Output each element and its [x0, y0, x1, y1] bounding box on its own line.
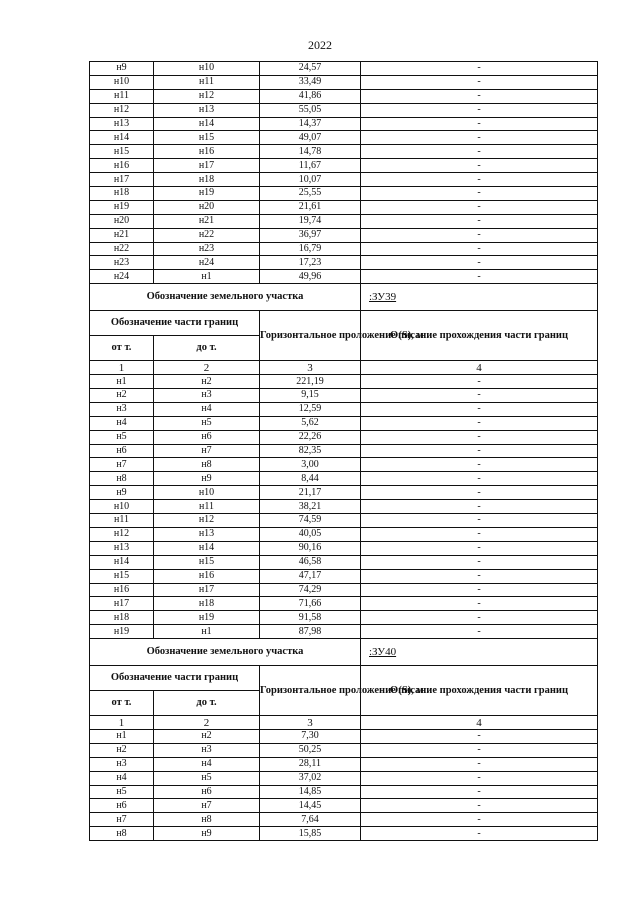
- boundary-description: -: [361, 75, 598, 89]
- boundary-description: -: [361, 541, 598, 555]
- plot-title-row: [90, 639, 598, 666]
- horizontal-length: 47,17: [260, 569, 361, 583]
- horizontal-length: 40,05: [260, 527, 361, 541]
- table-row: [90, 813, 598, 827]
- point-to: н12: [154, 514, 260, 528]
- table-row: [90, 389, 598, 403]
- horizontal-length: 12,59: [260, 402, 361, 416]
- boundary-description: -: [361, 214, 598, 228]
- horizontal-length: 74,59: [260, 514, 361, 528]
- horizontal-length: 37,02: [260, 771, 361, 785]
- boundary-description: -: [361, 458, 598, 472]
- plot-code-text: :ЗУ40: [369, 646, 397, 659]
- boundary-description: -: [361, 500, 598, 514]
- point-to: н19: [154, 611, 260, 625]
- horizontal-length: 7,64: [260, 813, 361, 827]
- point-to: н18: [154, 173, 260, 187]
- point-from: н8: [90, 827, 154, 841]
- table-row: [90, 611, 598, 625]
- table-row: [90, 416, 598, 430]
- table-row: [90, 75, 598, 89]
- point-to: н13: [154, 527, 260, 541]
- point-to: н4: [154, 757, 260, 771]
- point-from: н1: [90, 729, 154, 743]
- point-from: н6: [90, 444, 154, 458]
- point-to: н10: [154, 486, 260, 500]
- plot-code: [361, 639, 598, 666]
- point-from: н24: [90, 270, 154, 284]
- point-from: н19: [90, 625, 154, 639]
- point-from: н10: [90, 75, 154, 89]
- column-number: 3: [260, 361, 361, 375]
- horizontal-length: 41,86: [260, 89, 361, 103]
- table-row: [90, 402, 598, 416]
- table-row: [90, 569, 598, 583]
- horizontal-length: 87,98: [260, 625, 361, 639]
- horizontal-length: 16,79: [260, 242, 361, 256]
- horizontal-length: 21,17: [260, 486, 361, 500]
- point-from: н18: [90, 187, 154, 201]
- horizontal-length: 19,74: [260, 214, 361, 228]
- boundary-description: -: [361, 827, 598, 841]
- column-number: 2: [154, 361, 260, 375]
- horizontal-length: 14,85: [260, 785, 361, 799]
- point-from: н18: [90, 611, 154, 625]
- to-header: до т.: [154, 336, 260, 361]
- column-number: 3: [260, 716, 361, 730]
- plot-code-text: :ЗУ39: [369, 291, 397, 304]
- table-row: [90, 89, 598, 103]
- boundary-description: -: [361, 813, 598, 827]
- point-to: н14: [154, 117, 260, 131]
- table-row: [90, 270, 598, 284]
- point-to: н3: [154, 389, 260, 403]
- point-from: н23: [90, 256, 154, 270]
- header-row: [90, 666, 598, 691]
- point-from: н19: [90, 200, 154, 214]
- point-to: н16: [154, 145, 260, 159]
- point-to: н2: [154, 375, 260, 389]
- boundary-description: -: [361, 416, 598, 430]
- point-from: н13: [90, 117, 154, 131]
- point-to: н15: [154, 131, 260, 145]
- horizontal-length: 7,30: [260, 729, 361, 743]
- point-from: н7: [90, 813, 154, 827]
- table-row: [90, 625, 598, 639]
- point-from: н5: [90, 430, 154, 444]
- table-row: [90, 743, 598, 757]
- point-to: н16: [154, 569, 260, 583]
- horizontal-length: 22,26: [260, 430, 361, 444]
- boundary-description: -: [361, 159, 598, 173]
- horizontal-length: 82,35: [260, 444, 361, 458]
- point-to: н8: [154, 458, 260, 472]
- boundary-description: -: [361, 611, 598, 625]
- horizontal-length: 36,97: [260, 228, 361, 242]
- point-from: н3: [90, 402, 154, 416]
- horizontal-length: 49,96: [260, 270, 361, 284]
- table-row: [90, 785, 598, 799]
- point-to: н21: [154, 214, 260, 228]
- horizontal-length: 14,45: [260, 799, 361, 813]
- point-to: н18: [154, 597, 260, 611]
- point-from: н21: [90, 228, 154, 242]
- description-header: Описание прохождения части границ: [361, 666, 598, 716]
- point-from: н17: [90, 597, 154, 611]
- table-row: [90, 187, 598, 201]
- point-to: н11: [154, 500, 260, 514]
- table-row: [90, 430, 598, 444]
- point-to: н1: [154, 625, 260, 639]
- horizontal-length: 28,11: [260, 757, 361, 771]
- point-to: н17: [154, 583, 260, 597]
- horizontal-length: 24,57: [260, 62, 361, 76]
- table-row: [90, 242, 598, 256]
- point-from: н8: [90, 472, 154, 486]
- point-to: н6: [154, 430, 260, 444]
- horizontal-length: 10,07: [260, 173, 361, 187]
- to-header: до т.: [154, 691, 260, 716]
- table-row: [90, 200, 598, 214]
- point-from: н9: [90, 62, 154, 76]
- point-to: н9: [154, 827, 260, 841]
- boundary-description: -: [361, 103, 598, 117]
- table-row: [90, 500, 598, 514]
- horizontal-length: 9,15: [260, 389, 361, 403]
- part-label-header: Обозначение части границ: [90, 311, 260, 336]
- horizontal-length: 21,61: [260, 200, 361, 214]
- horizontal-length: 33,49: [260, 75, 361, 89]
- point-to: н7: [154, 799, 260, 813]
- table-row: [90, 131, 598, 145]
- plot-code: [361, 284, 598, 311]
- point-from: н14: [90, 555, 154, 569]
- boundary-description: -: [361, 256, 598, 270]
- boundary-description: -: [361, 145, 598, 159]
- point-from: н4: [90, 771, 154, 785]
- horizontal-length: 74,29: [260, 583, 361, 597]
- point-from: н15: [90, 569, 154, 583]
- boundary-description: -: [361, 472, 598, 486]
- boundary-description: -: [361, 597, 598, 611]
- boundary-description: -: [361, 583, 598, 597]
- boundary-description: -: [361, 527, 598, 541]
- boundary-description: -: [361, 402, 598, 416]
- boundary-description: -: [361, 200, 598, 214]
- column-number: 2: [154, 716, 260, 730]
- from-header: от т.: [90, 336, 154, 361]
- boundary-description: -: [361, 62, 598, 76]
- point-from: н7: [90, 458, 154, 472]
- table-row: [90, 228, 598, 242]
- table-row: [90, 514, 598, 528]
- point-to: н23: [154, 242, 260, 256]
- horizontal-length: 91,58: [260, 611, 361, 625]
- table-row: [90, 527, 598, 541]
- table-row: [90, 771, 598, 785]
- boundary-description: -: [361, 444, 598, 458]
- table-row: [90, 555, 598, 569]
- horizontal-length: 5,62: [260, 416, 361, 430]
- point-from: н10: [90, 500, 154, 514]
- point-to: н12: [154, 89, 260, 103]
- boundary-description: -: [361, 187, 598, 201]
- point-to: н11: [154, 75, 260, 89]
- point-from: н9: [90, 486, 154, 500]
- boundary-description: -: [361, 242, 598, 256]
- point-to: н5: [154, 771, 260, 785]
- horizontal-length: 15,85: [260, 827, 361, 841]
- boundary-description: -: [361, 785, 598, 799]
- horizontal-length: 8,44: [260, 472, 361, 486]
- boundary-description: -: [361, 117, 598, 131]
- boundary-description: -: [361, 131, 598, 145]
- table-row: [90, 827, 598, 841]
- point-from: н20: [90, 214, 154, 228]
- point-to: н6: [154, 785, 260, 799]
- table-row: [90, 583, 598, 597]
- point-to: н20: [154, 200, 260, 214]
- point-to: н5: [154, 416, 260, 430]
- point-from: н17: [90, 173, 154, 187]
- boundary-description: -: [361, 375, 598, 389]
- point-to: н4: [154, 402, 260, 416]
- plot-title: Обозначение земельного участка: [90, 639, 361, 666]
- boundary-description: -: [361, 569, 598, 583]
- boundary-description: -: [361, 743, 598, 757]
- table-row: [90, 117, 598, 131]
- point-to: н14: [154, 541, 260, 555]
- point-from: н15: [90, 145, 154, 159]
- point-from: н16: [90, 583, 154, 597]
- point-to: н19: [154, 187, 260, 201]
- table-row: [90, 799, 598, 813]
- boundary-description: -: [361, 270, 598, 284]
- table-row: [90, 458, 598, 472]
- point-from: н11: [90, 514, 154, 528]
- table-row: [90, 375, 598, 389]
- boundary-description: -: [361, 389, 598, 403]
- boundary-description: -: [361, 89, 598, 103]
- point-from: н3: [90, 757, 154, 771]
- boundary-description: -: [361, 625, 598, 639]
- horizontal-length: 3,00: [260, 458, 361, 472]
- point-from: н2: [90, 743, 154, 757]
- point-from: н11: [90, 89, 154, 103]
- boundary-description: -: [361, 555, 598, 569]
- boundary-description: -: [361, 486, 598, 500]
- column-number-row: [90, 361, 598, 375]
- table-row: [90, 444, 598, 458]
- boundary-description: -: [361, 799, 598, 813]
- point-from: н12: [90, 103, 154, 117]
- point-from: н16: [90, 159, 154, 173]
- boundary-description: -: [361, 729, 598, 743]
- point-from: н5: [90, 785, 154, 799]
- boundary-description: -: [361, 757, 598, 771]
- horizontal-length: 14,78: [260, 145, 361, 159]
- horizontal-length: 25,55: [260, 187, 361, 201]
- point-to: н3: [154, 743, 260, 757]
- point-to: н13: [154, 103, 260, 117]
- point-to: н2: [154, 729, 260, 743]
- boundary-table: [89, 61, 598, 841]
- table-row: [90, 541, 598, 555]
- table-row: [90, 145, 598, 159]
- description-header: Описание прохождения части границ: [361, 311, 598, 361]
- table-row: [90, 757, 598, 771]
- part-label-header: Обозначение части границ: [90, 666, 260, 691]
- table-row: [90, 729, 598, 743]
- horizontal-length: 55,05: [260, 103, 361, 117]
- horizontal-length: 90,16: [260, 541, 361, 555]
- table-row: [90, 103, 598, 117]
- table-row: [90, 214, 598, 228]
- point-from: н14: [90, 131, 154, 145]
- horizontal-length: 71,66: [260, 597, 361, 611]
- table-row: [90, 62, 598, 76]
- table-row: [90, 597, 598, 611]
- column-number: 1: [90, 361, 154, 375]
- point-to: н8: [154, 813, 260, 827]
- length-header: Горизонтальное проложение (S), м: [260, 311, 361, 361]
- point-to: н7: [154, 444, 260, 458]
- boundary-description: -: [361, 228, 598, 242]
- point-from: н13: [90, 541, 154, 555]
- horizontal-length: 50,25: [260, 743, 361, 757]
- column-number: 4: [361, 716, 598, 730]
- column-number: 1: [90, 716, 154, 730]
- point-to: н22: [154, 228, 260, 242]
- page-number: 2022: [308, 38, 332, 52]
- point-to: н1: [154, 270, 260, 284]
- point-to: н15: [154, 555, 260, 569]
- point-from: н4: [90, 416, 154, 430]
- boundary-description: -: [361, 771, 598, 785]
- header-row: [90, 311, 598, 336]
- from-header: от т.: [90, 691, 154, 716]
- boundary-description: -: [361, 173, 598, 187]
- horizontal-length: 38,21: [260, 500, 361, 514]
- boundary-description: -: [361, 514, 598, 528]
- point-from: н22: [90, 242, 154, 256]
- point-from: н2: [90, 389, 154, 403]
- table-row: [90, 486, 598, 500]
- point-from: н1: [90, 375, 154, 389]
- column-number: 4: [361, 361, 598, 375]
- boundary-description: -: [361, 430, 598, 444]
- horizontal-length: 46,58: [260, 555, 361, 569]
- length-header: Горизонтальное проложение (S), м: [260, 666, 361, 716]
- point-to: н17: [154, 159, 260, 173]
- plot-title-row: [90, 284, 598, 311]
- horizontal-length: 49,07: [260, 131, 361, 145]
- table-row: [90, 256, 598, 270]
- table-row: [90, 472, 598, 486]
- horizontal-length: 11,67: [260, 159, 361, 173]
- point-from: н6: [90, 799, 154, 813]
- point-to: н9: [154, 472, 260, 486]
- table-row: [90, 159, 598, 173]
- horizontal-length: 14,37: [260, 117, 361, 131]
- horizontal-length: 17,23: [260, 256, 361, 270]
- horizontal-length: 221,19: [260, 375, 361, 389]
- point-to: н10: [154, 62, 260, 76]
- table-row: [90, 173, 598, 187]
- plot-title: Обозначение земельного участка: [90, 284, 361, 311]
- column-number-row: [90, 716, 598, 730]
- point-from: н12: [90, 527, 154, 541]
- point-to: н24: [154, 256, 260, 270]
